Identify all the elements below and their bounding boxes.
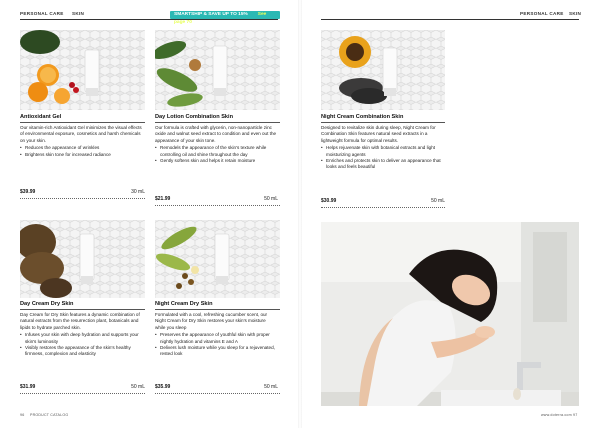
product-details — [20, 125, 145, 158]
subsection-label: SKIN — [72, 11, 85, 16]
bullet-text: Remodels the appearance of the skin's texture while controlling oil and shine throughout the day — [160, 145, 267, 157]
bullet-text: Gently softens skin and helps it retain moisture — [160, 158, 256, 164]
bullet-item: • Helps rejuvenate skin with botanical extracts and light moisturizing agents — [321, 145, 445, 158]
product-size: 50 mL — [264, 384, 278, 390]
subsection-label: SKIN — [569, 11, 582, 16]
bullet-text: Helps rejuvenate skin with botanical extracts and light moisturizing agents — [326, 145, 436, 157]
product-price: $31.99 — [20, 384, 36, 390]
product-image-antioxidant-gel — [20, 30, 145, 110]
product-price: $35.99 — [155, 384, 171, 390]
product-description: Designed to revitalize skin during sleep, Night Cream for Combination Skin features natural seed extracts in a lightweight formula for optimal results. — [321, 125, 436, 143]
product-image-day-cream-dry — [20, 220, 145, 298]
bullet-text: Enriches and protects skin to deliver an appearance that looks and feels beautiful — [326, 158, 441, 170]
product-details — [20, 312, 145, 358]
bullet-item: • Infuses your skin with deep hydration and supports your skin's luminosity — [20, 332, 145, 345]
product-details — [155, 312, 277, 358]
product-size: 30 mL — [131, 189, 145, 195]
lifestyle-photo-face-washing — [321, 222, 579, 406]
product-price: $21.99 — [155, 196, 171, 202]
bullet-item: • Enriches and protects skin to deliver an appearance that looks and feels beautiful — [321, 158, 445, 171]
bullet-text: Brightens skin tone for increased radiance — [25, 151, 111, 157]
title-rule — [20, 122, 145, 123]
website[interactable]: www.doterra.com — [541, 413, 572, 417]
price-rule — [321, 207, 445, 208]
bullet-text: Delivers lush moisture while you sleep for a rejuvenated, rested look — [160, 345, 275, 357]
product-image-night-cream-dry — [155, 220, 280, 298]
page-spine — [298, 0, 302, 428]
banner-see-page[interactable]: See page 70 — [174, 12, 267, 25]
product-title: Day Cream Dry Skin — [20, 301, 74, 307]
bullet-text: Visibly restores the appearance of the skin's healthy firmness, complexion and elasticity — [25, 345, 131, 357]
product-title: Day Lotion Combination Skin — [155, 114, 234, 120]
banner-text: SMARTSHIP & SAVE UP TO 15% — [174, 12, 248, 17]
bullet-item: • Brightens skin tone for increased radiance — [20, 151, 111, 157]
product-title: Night Cream Combination Skin — [321, 114, 404, 120]
product-description: Our formula is crafted with glycerin, non-nanoparticle zinc oxide and walnut seed extract to condition and even out the appearance of your skin tone. — [155, 125, 277, 143]
product-size: 50 mL — [431, 198, 445, 204]
product-description: Day Cream for Dry Skin features a dynamic combination of natural extracts from the resurrection plant, botanicals and lipids to hydrate parched skin. — [20, 312, 140, 330]
price-rule — [20, 393, 145, 394]
product-details — [321, 125, 445, 171]
title-rule — [20, 309, 145, 310]
section-label: PERSONAL CARE — [20, 11, 64, 16]
product-description: Our vitamin-rich Antioxidant Gel minimizes the visual effects of environmental exposure, cosmetics and harsh chemicals on your skin. — [20, 125, 142, 143]
bullet-item: • Reduces the appearance of wrinkles — [20, 145, 100, 151]
bullet-text: Infuses your skin with deep hydration and supports your skin's luminosity — [25, 332, 139, 344]
bullet-item: • Visibly restores the appearance of the skin's healthy firmness, complexion and elasticity — [20, 345, 145, 358]
product-title: Antioxidant Gel — [20, 114, 62, 120]
header-rule — [20, 19, 278, 20]
product-price: $30.99 — [321, 198, 337, 204]
header-rule — [321, 19, 579, 20]
bullet-item: • Preserves the appearance of youthful skin with proper nightly hydration and vitamins E and A — [155, 332, 277, 345]
product-title: Night Cream Dry Skin — [155, 301, 213, 307]
product-size: 50 mL — [131, 384, 145, 390]
title-rule — [155, 122, 280, 123]
bullet-text: Reduces the appearance of wrinkles — [25, 145, 100, 151]
bullet-item: • Remodels the appearance of the skin's texture while controlling oil and shine throughout the day — [155, 145, 277, 158]
price-rule — [155, 205, 280, 206]
price-rule — [155, 393, 280, 394]
product-size: 50 mL — [264, 196, 278, 202]
product-description: Formulated with a cool, refreshing cucumber scent, our Night Cream for Dry Skin restores your skin's moisture while you sleep — [155, 312, 268, 330]
page-number: 97 — [573, 413, 578, 417]
price-rule — [20, 198, 145, 199]
product-price: $39.99 — [20, 189, 36, 195]
catalog-brand: PRODUCT CATALOG — [30, 413, 69, 417]
bullet-text: Preserves the appearance of youthful skin with proper nightly hydration and vitamins E and A — [160, 332, 270, 344]
page-number: 96 — [20, 413, 25, 417]
product-image-night-cream-combination — [321, 30, 445, 110]
product-details — [155, 125, 277, 164]
bullet-item: • Gently softens skin and helps it retain moisture — [155, 158, 256, 164]
section-label: PERSONAL CARE — [520, 11, 564, 16]
title-rule — [155, 309, 280, 310]
title-rule — [321, 122, 445, 123]
product-image-day-lotion-combination — [155, 30, 280, 110]
smartship-banner[interactable] — [170, 11, 280, 25]
bullet-item: • Delivers lush moisture while you sleep for a rejuvenated, rested look — [155, 345, 277, 358]
